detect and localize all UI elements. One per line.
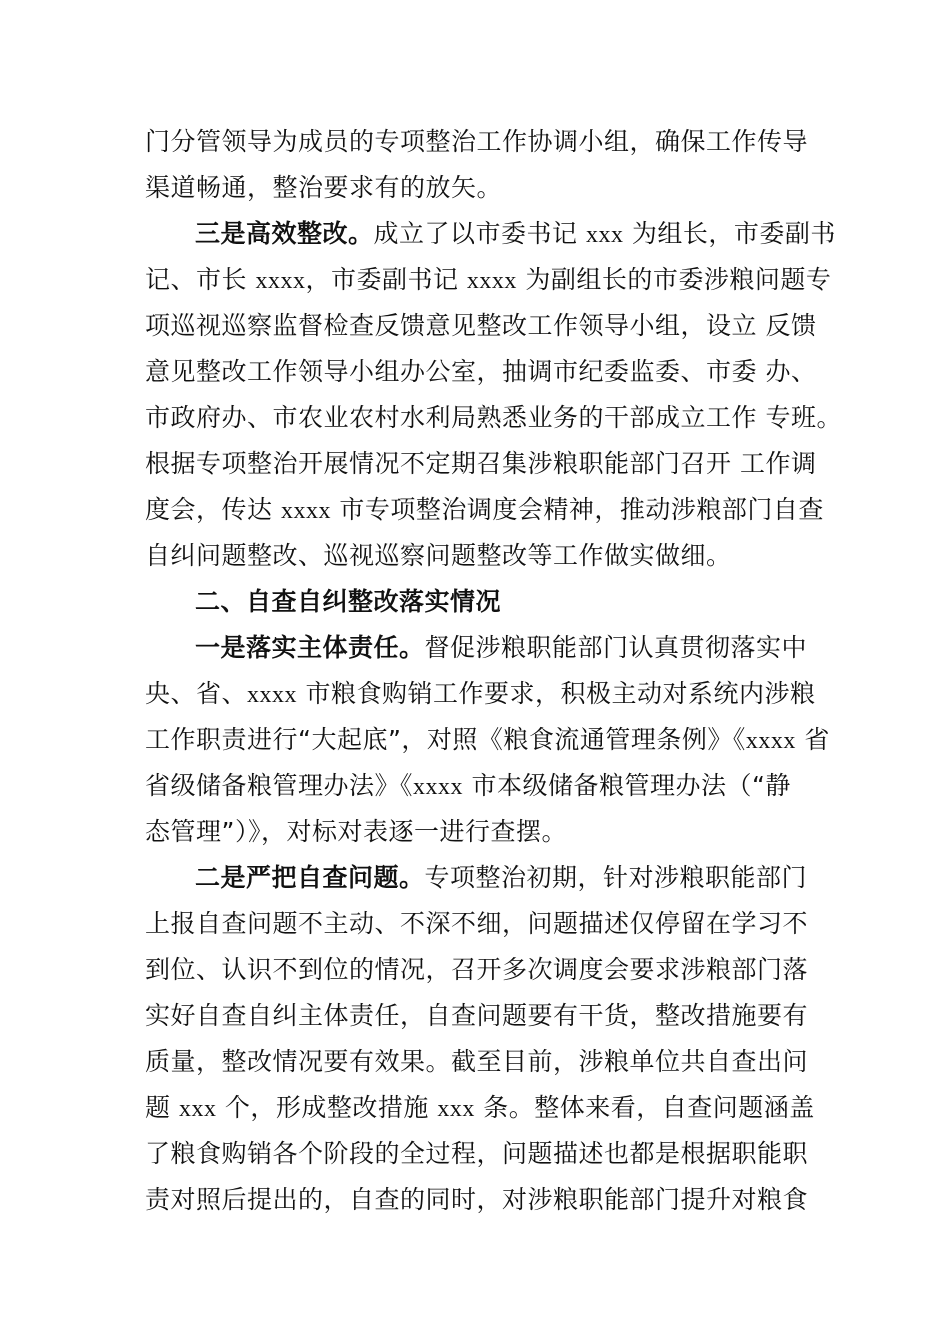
paragraph-line xyxy=(145,356,816,388)
text-run: 责对照后提出的，自查的同时，对涉粮职能部门提升对粮食 xyxy=(145,1185,809,1214)
text-run: 质量，整改情况要有效果。截至目前，涉粮单位共自查出问 xyxy=(145,1047,809,1076)
bold-lead-phrase: 三是高效整改。 xyxy=(195,219,374,248)
paragraph-line xyxy=(145,1138,808,1170)
text-run: 了粮食购销各个阶段的全过程，问题描述也都是根据职能职 xyxy=(145,1139,809,1168)
paragraph-line xyxy=(145,678,815,710)
text-run: 到位、认识不到位的情况，召开多次调度会要求涉粮部门落 xyxy=(145,955,809,984)
placeholder-text: xxxx xyxy=(247,682,298,708)
text-run: 央、省、 xyxy=(145,679,248,708)
heading-text: 二、自查自纠整改落实情况 xyxy=(195,587,502,616)
paragraph-line xyxy=(145,908,808,940)
text-run: 上报自查问题不主动、不深不细，问题描述仅停留在学习不 xyxy=(145,909,809,938)
text-run: 省级储备粮管理办法》《 xyxy=(145,771,414,800)
text-run: 个，形成整改措施 xyxy=(216,1093,438,1122)
paragraph-line xyxy=(145,264,831,296)
text-run: 督促涉粮职能部门认真贯彻落实中 xyxy=(424,633,808,662)
text-run: 自纠问题整改、巡视巡察问题整改等工作做实做细。 xyxy=(145,541,732,570)
paragraph-line xyxy=(145,310,816,342)
paragraph-line xyxy=(145,126,808,158)
text-run: 为副组长的市委涉粮问题专 xyxy=(516,265,832,294)
paragraph-line xyxy=(145,816,567,848)
text-run: 市粮食购销工作要求，积极主动对系统内涉粮 xyxy=(297,679,816,708)
text-run: 记、市长 xyxy=(145,265,256,294)
text-run: 市政府办、市农业农村水利局熟悉业务的干部成立工作 专班。 xyxy=(145,403,842,432)
paragraph-line xyxy=(145,448,816,480)
placeholder-text: xxx xyxy=(585,222,624,248)
text-run: 实好自查自纠主体责任，自查问题要有干货，整改措施要有 xyxy=(145,1001,809,1030)
paragraph-line xyxy=(145,1184,808,1216)
placeholder-text: xxxx xyxy=(745,728,796,754)
placeholder-text: xxx xyxy=(437,1096,475,1122)
text-run: 市本级储备粮管理办法（“静 xyxy=(463,771,791,800)
text-run: 工作职责进行“大起底”，对照《粮食流通管理条例》《 xyxy=(145,725,746,754)
paragraph-line xyxy=(145,1092,815,1124)
bold-lead-phrase: 二是严把自查问题。 xyxy=(195,863,425,892)
paragraph-line xyxy=(145,172,502,204)
text-run: 条。整体来看，自查问题涵盖 xyxy=(474,1093,815,1122)
text-run: 度会，传达 xyxy=(145,495,281,524)
text-run: ，市委副书记 xyxy=(305,265,467,294)
text-run: 根据专项整治开展情况不定期召集涉粮职能部门召开 工作调 xyxy=(145,449,817,478)
paragraph-line xyxy=(145,724,830,756)
placeholder-text: xxxx xyxy=(280,498,331,524)
paragraph-line xyxy=(145,402,842,434)
text-run: 成立了以市委书记 xyxy=(373,219,586,248)
text-run: 态管理”）》，对标对表逐一进行查摆。 xyxy=(145,817,567,846)
text-run: 项巡视巡察监督检查反馈意见整改工作领导小组，设立 反馈 xyxy=(145,311,817,340)
paragraph-line xyxy=(145,954,808,986)
text-run: 省 xyxy=(795,725,830,754)
text-run: 为组长，市委副书 xyxy=(623,219,836,248)
text-run: 专项整治初期，针对涉粮职能部门 xyxy=(424,863,808,892)
text-run: 题 xyxy=(145,1093,179,1122)
text-run: 市专项整治调度会精神，推动涉粮部门自查 xyxy=(330,495,824,524)
paragraph-line xyxy=(145,1046,808,1078)
paragraph-line xyxy=(145,1000,808,1032)
placeholder-text: xxxx xyxy=(255,268,306,294)
placeholder-text: xxxx xyxy=(466,268,517,294)
text-run: 意见整改工作领导小组办公室，抽调市纪委监委、市委 办、 xyxy=(145,357,817,386)
text-run: 门分管领导为成员的专项整治工作协调小组，确保工作传导 xyxy=(145,127,809,156)
paragraph-line xyxy=(145,494,824,526)
paragraph-line xyxy=(145,540,732,572)
paragraph-line xyxy=(145,770,791,802)
paragraph-line xyxy=(195,632,807,664)
text-run: 渠道畅通，整治要求有的放矢。 xyxy=(145,173,503,202)
placeholder-text: xxx xyxy=(178,1096,217,1122)
paragraph-line xyxy=(195,218,836,250)
placeholder-text: xxxx xyxy=(413,774,464,800)
section-heading xyxy=(195,586,501,618)
bold-lead-phrase: 一是落实主体责任。 xyxy=(195,633,425,662)
paragraph-line xyxy=(195,862,807,894)
